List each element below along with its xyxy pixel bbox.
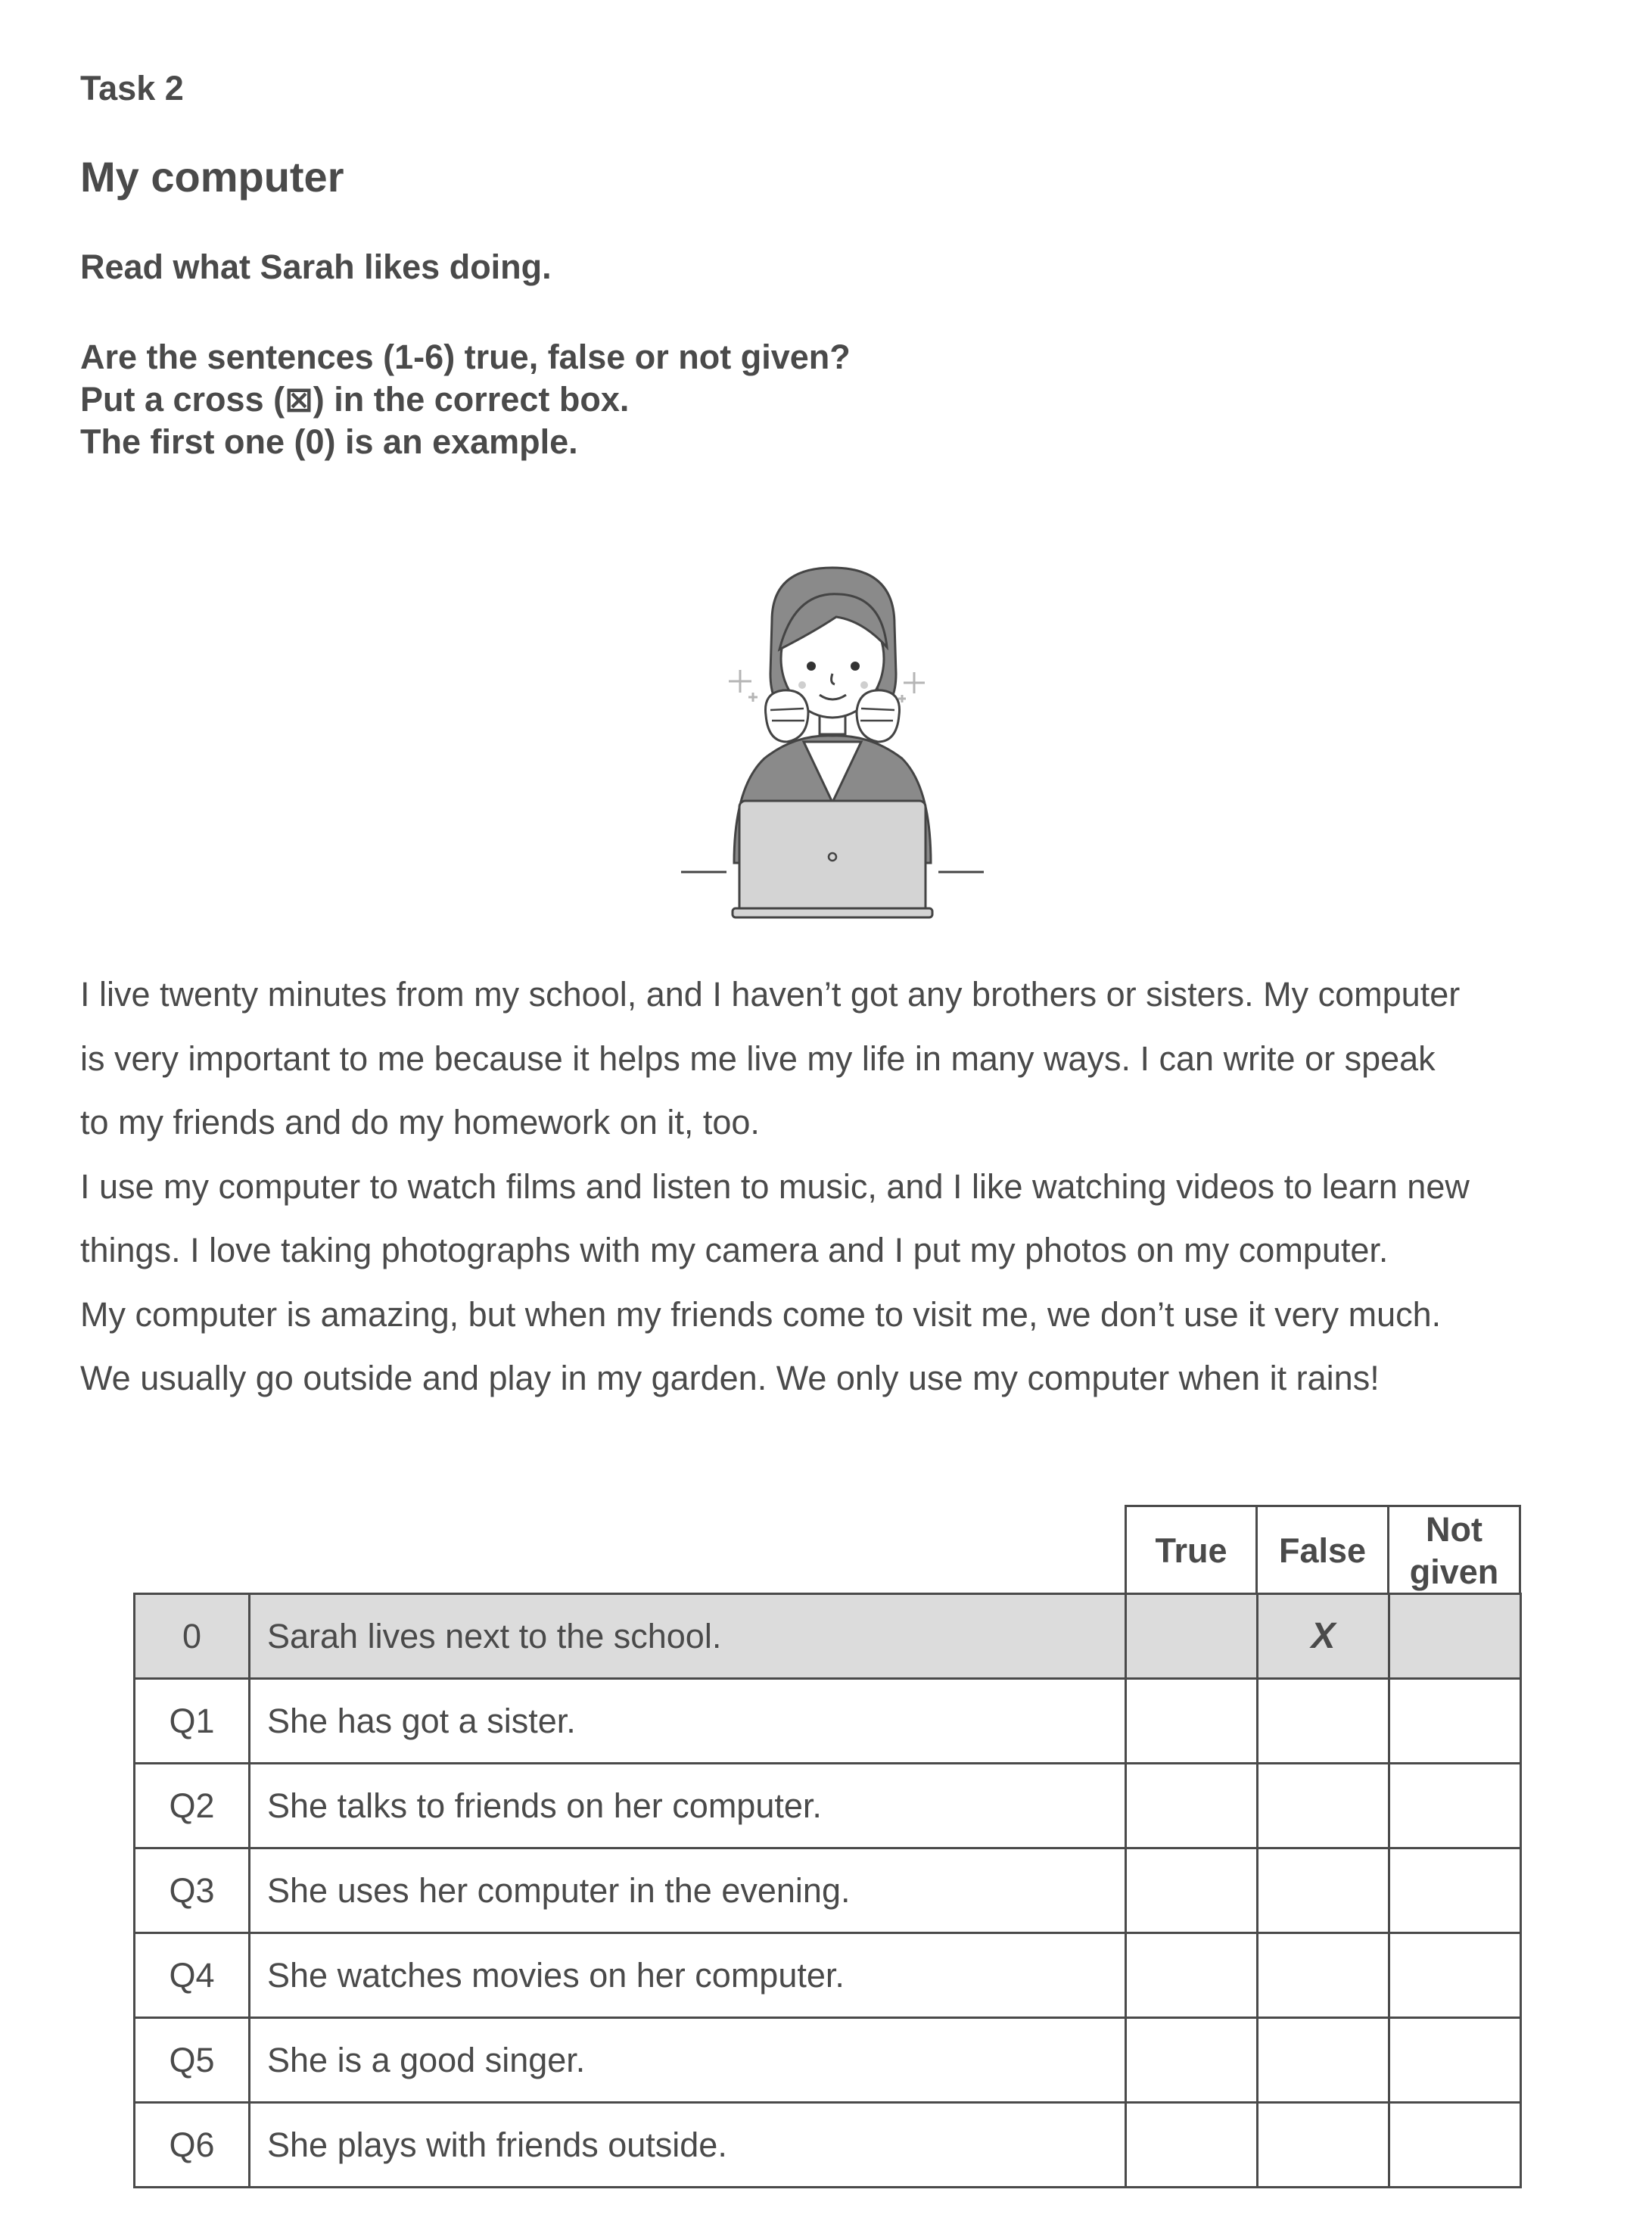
answer-true-box[interactable] (1126, 2103, 1258, 2188)
answer-true-box[interactable] (1126, 2018, 1258, 2103)
answer-true-box[interactable] (1126, 1679, 1258, 1764)
answer-false-box[interactable] (1258, 2018, 1389, 2103)
header-not-given-line1: Not (1426, 1509, 1482, 1549)
question-row (135, 1933, 1521, 2018)
answer-true-box[interactable] (1126, 1764, 1258, 1848)
question-text: She talks to friends on her computer. (250, 1764, 1126, 1848)
passage-line: things. I love taking photographs with my camera and I put my photos on my computer. (80, 1231, 1389, 1269)
question-number: Q1 (135, 1679, 250, 1764)
instruction-line: The first one (0) is an example. (80, 422, 578, 461)
question-row (135, 2018, 1521, 2103)
question-number: Q5 (135, 2018, 250, 2103)
header-not-given-line2: given (1409, 1552, 1499, 1591)
passage-line: to my friends and do my homework on it, too. (80, 1103, 760, 1141)
question-number: Q3 (135, 1848, 250, 1933)
answer-not-given-box[interactable] (1389, 2103, 1521, 2188)
instruction-line: Are the sentences (1-6) true, false or not given? (80, 338, 851, 376)
answer-false-box[interactable] (1258, 1764, 1389, 1848)
answer-false-box[interactable] (1258, 2103, 1389, 2188)
answer-not-given-box[interactable] (1389, 1764, 1521, 1848)
instructions (80, 336, 851, 463)
question-text: She watches movies on her computer. (250, 1933, 1126, 2018)
example-row (135, 1594, 1521, 1679)
question-row (135, 1679, 1521, 1764)
answer-not-given-box[interactable] (1389, 1679, 1521, 1764)
sparkle-right-icon (898, 672, 925, 702)
task-label: Task 2 (80, 69, 184, 107)
passage-line: My computer is amazing, but when my friends come to visit me, we don’t use it very much. (80, 1294, 1442, 1334)
answer-false-box[interactable] (1258, 1933, 1389, 2018)
question-number: Q2 (135, 1764, 250, 1848)
answer-not-given-box[interactable] (1389, 1848, 1521, 1933)
header-false: False (1258, 1507, 1389, 1594)
answer-not-given-box (1389, 1594, 1521, 1679)
question-row (135, 1764, 1521, 1848)
passage-line: I use my computer to watch films and listen to music, and I like watching videos to learn new (80, 1166, 1470, 1206)
question-text: Sarah lives next to the school. (250, 1594, 1126, 1679)
answer-true-box[interactable] (1126, 1933, 1258, 2018)
question-row (135, 2103, 1521, 2188)
question-number: Q4 (135, 1933, 250, 2018)
answer-header (1125, 1505, 1521, 1594)
question-text: She plays with friends outside. (250, 2103, 1126, 2188)
question-row (135, 1848, 1521, 1933)
question-text: She is a good singer. (250, 2018, 1126, 2103)
answer-true-box (1126, 1594, 1258, 1679)
sparkle-left-icon (729, 670, 758, 702)
reading-passage (80, 963, 1586, 1411)
passage-line: We usually go outside and play in my garden. We only use my computer when it rains! (80, 1359, 1380, 1397)
passage-line: I live twenty minutes from my school, and I haven’t got any brothers or sisters. My computer (80, 975, 1461, 1014)
question-text: She uses her computer in the evening. (250, 1848, 1126, 1933)
answer-false-box: X (1258, 1594, 1389, 1679)
question-number: Q6 (135, 2103, 250, 2188)
instruction-line: Put a cross (⊠) in the correct box. (80, 380, 630, 419)
passage-line: is very important to me because it helps me live my life in many ways. I can write or speak (80, 1039, 1436, 1078)
girl-with-laptop-illustration (681, 560, 984, 923)
intro-text: Read what Sarah likes doing. (80, 248, 552, 286)
page-title: My computer (80, 153, 344, 201)
question-number: 0 (135, 1594, 250, 1679)
answer-false-box[interactable] (1258, 1848, 1389, 1933)
answer-true-box[interactable] (1126, 1848, 1258, 1933)
question-table (133, 1593, 1522, 2188)
header-true: True (1127, 1507, 1258, 1594)
question-text: She has got a sister. (250, 1679, 1126, 1764)
answer-not-given-box[interactable] (1389, 2018, 1521, 2103)
header-not-given (1389, 1507, 1519, 1594)
answer-not-given-box[interactable] (1389, 1933, 1521, 2018)
answer-false-box[interactable] (1258, 1679, 1389, 1764)
